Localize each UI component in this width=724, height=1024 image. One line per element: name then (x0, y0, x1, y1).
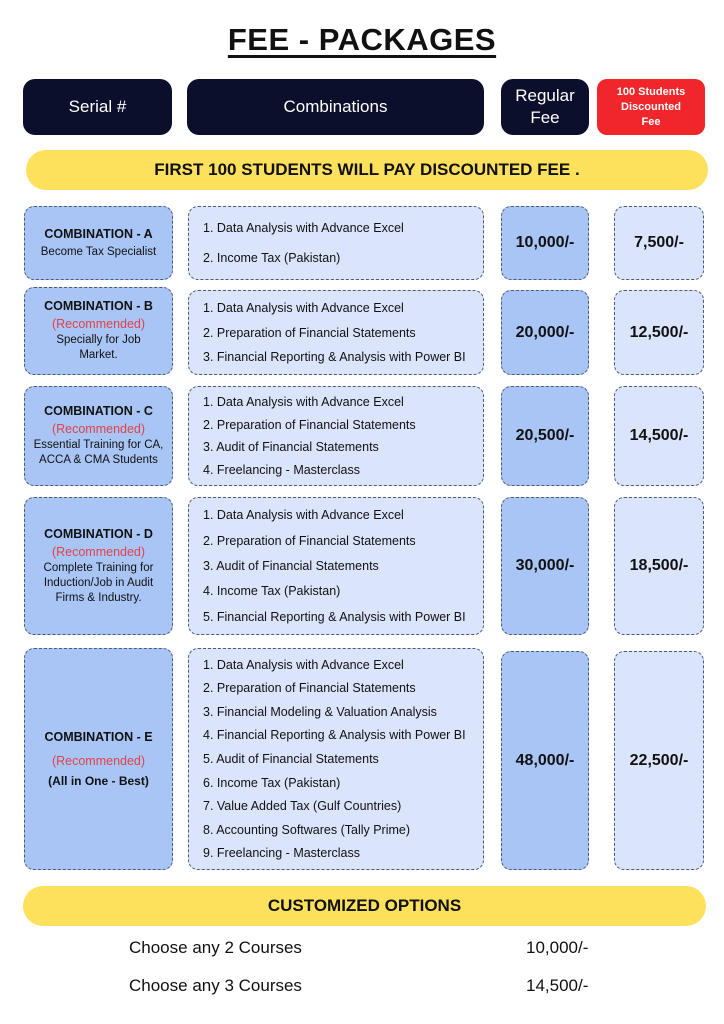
course-item: 2. Preparation of Financial Statements (203, 325, 416, 340)
option-label: Choose any 2 Courses (129, 938, 302, 957)
header-combinations-label: Combinations (283, 97, 388, 116)
combo-e-discounted-fee: 22,500/- (614, 651, 704, 870)
combo-desc-line: Specially for Job (56, 334, 141, 346)
course-item: 4. Income Tax (Pakistan) (203, 584, 341, 599)
combo-name: COMBINATION - D (44, 526, 153, 541)
course-item: 3. Financial Modeling & Valuation Analysis (203, 704, 437, 719)
combo-a-label (24, 206, 173, 280)
combo-a-courses (188, 206, 484, 280)
course-item: 1. Data Analysis with Advance Excel (203, 221, 404, 236)
course-item: 2. Preparation of Financial Statements (203, 681, 416, 696)
header-regular-line2: Fee (530, 108, 560, 127)
header-discounted-fee (597, 79, 705, 135)
combo-d-courses (188, 497, 484, 635)
course-item: 3. Financial Reporting & Analysis with Power BI (203, 350, 466, 365)
combo-b-label (24, 287, 173, 375)
option-label: Choose any 3 Courses (129, 976, 302, 995)
combo-c-discounted-fee: 14,500/- (614, 386, 704, 486)
combo-b-regular-fee: 20,000/- (501, 290, 589, 375)
option-price: 14,500/- (526, 976, 589, 995)
course-item: 2. Income Tax (Pakistan) (203, 250, 341, 265)
combo-a-discounted-fee: 7,500/- (614, 206, 704, 280)
combo-extra-tag: (All in One - Best) (48, 773, 149, 788)
course-item: 9. Freelancing - Masterclass (203, 846, 361, 861)
combo-c-regular-fee: 20,500/- (501, 386, 589, 486)
course-item: 1. Data Analysis with Advance Excel (203, 300, 404, 315)
combo-desc-line: Essential Training for CA, (33, 439, 164, 451)
combo-b-courses (188, 290, 484, 375)
combo-e-courses (188, 648, 484, 870)
option-price: 10,000/- (526, 938, 589, 957)
combo-a-regular-fee: 10,000/- (501, 206, 589, 280)
recommended-tag: (Recommended) (51, 753, 146, 768)
course-item: 5. Financial Reporting & Analysis with Power BI (203, 609, 466, 624)
course-item: 2. Preparation of Financial Statements (203, 533, 416, 548)
course-item: 7. Value Added Tax (Gulf Countries) (203, 799, 402, 814)
course-item: 4. Financial Reporting & Analysis with Power BI (203, 728, 466, 743)
course-item: 1. Data Analysis with Advance Excel (203, 394, 404, 409)
combo-desc-line: Induction/Job in Audit (43, 576, 154, 589)
customized-options-banner: CUSTOMIZED OPTIONS (23, 886, 706, 926)
course-item: 3. Audit of Financial Statements (203, 558, 379, 573)
header-regular-fee (501, 79, 589, 135)
course-item: 1. Data Analysis with Advance Excel (203, 508, 404, 523)
course-item: 2. Preparation of Financial Statements (203, 417, 416, 432)
course-item: 5. Audit of Financial Statements (203, 751, 379, 766)
header-combinations (187, 79, 484, 135)
combo-b-discounted-fee: 12,500/- (614, 290, 704, 375)
combo-c-courses (188, 386, 484, 486)
header-discounted-line2: Discounted (621, 100, 681, 113)
recommended-tag: (Recommended) (51, 544, 146, 559)
combo-name: COMBINATION - E (44, 729, 153, 744)
header-regular-line1: Regular (515, 86, 575, 105)
combo-name: COMBINATION - B (44, 299, 153, 313)
combo-e-label (24, 648, 173, 870)
combo-c-label (24, 386, 173, 486)
course-item: 1. Data Analysis with Advance Excel (203, 657, 404, 672)
combo-e-regular-fee: 48,000/- (501, 651, 589, 870)
combo-d-discounted-fee: 18,500/- (614, 497, 704, 635)
course-item: 4. Freelancing - Masterclass (203, 463, 361, 478)
combo-d-regular-fee: 30,000/- (501, 497, 589, 635)
combo-desc-line: Become Tax Specialist (40, 245, 157, 258)
combo-desc-line: ACCA & CMA Students (39, 454, 158, 466)
course-item: 8. Accounting Softwares (Tally Prime) (203, 822, 411, 837)
course-item: 3. Audit of Financial Statements (203, 440, 379, 455)
combo-desc-line: Complete Training for (43, 561, 154, 574)
combo-desc-line: Market. (79, 349, 118, 361)
discount-banner: FIRST 100 STUDENTS WILL PAY DISCOUNTED FEE . (26, 150, 708, 190)
combo-name: COMBINATION - A (44, 226, 153, 241)
header-discounted-line3: Fee (641, 115, 661, 128)
header-serial-label: Serial # (68, 97, 127, 116)
page-title: FEE - PACKAGES (227, 22, 497, 57)
course-item: 6. Income Tax (Pakistan) (203, 775, 341, 790)
combo-d-label (24, 497, 173, 635)
header-serial (23, 79, 172, 135)
recommended-tag: (Recommended) (51, 422, 146, 436)
header-discounted-line1: 100 Students (616, 85, 686, 98)
combo-name: COMBINATION - C (44, 404, 153, 418)
combo-desc-line: Firms & Industry. (55, 591, 142, 604)
recommended-tag: (Recommended) (51, 317, 146, 331)
